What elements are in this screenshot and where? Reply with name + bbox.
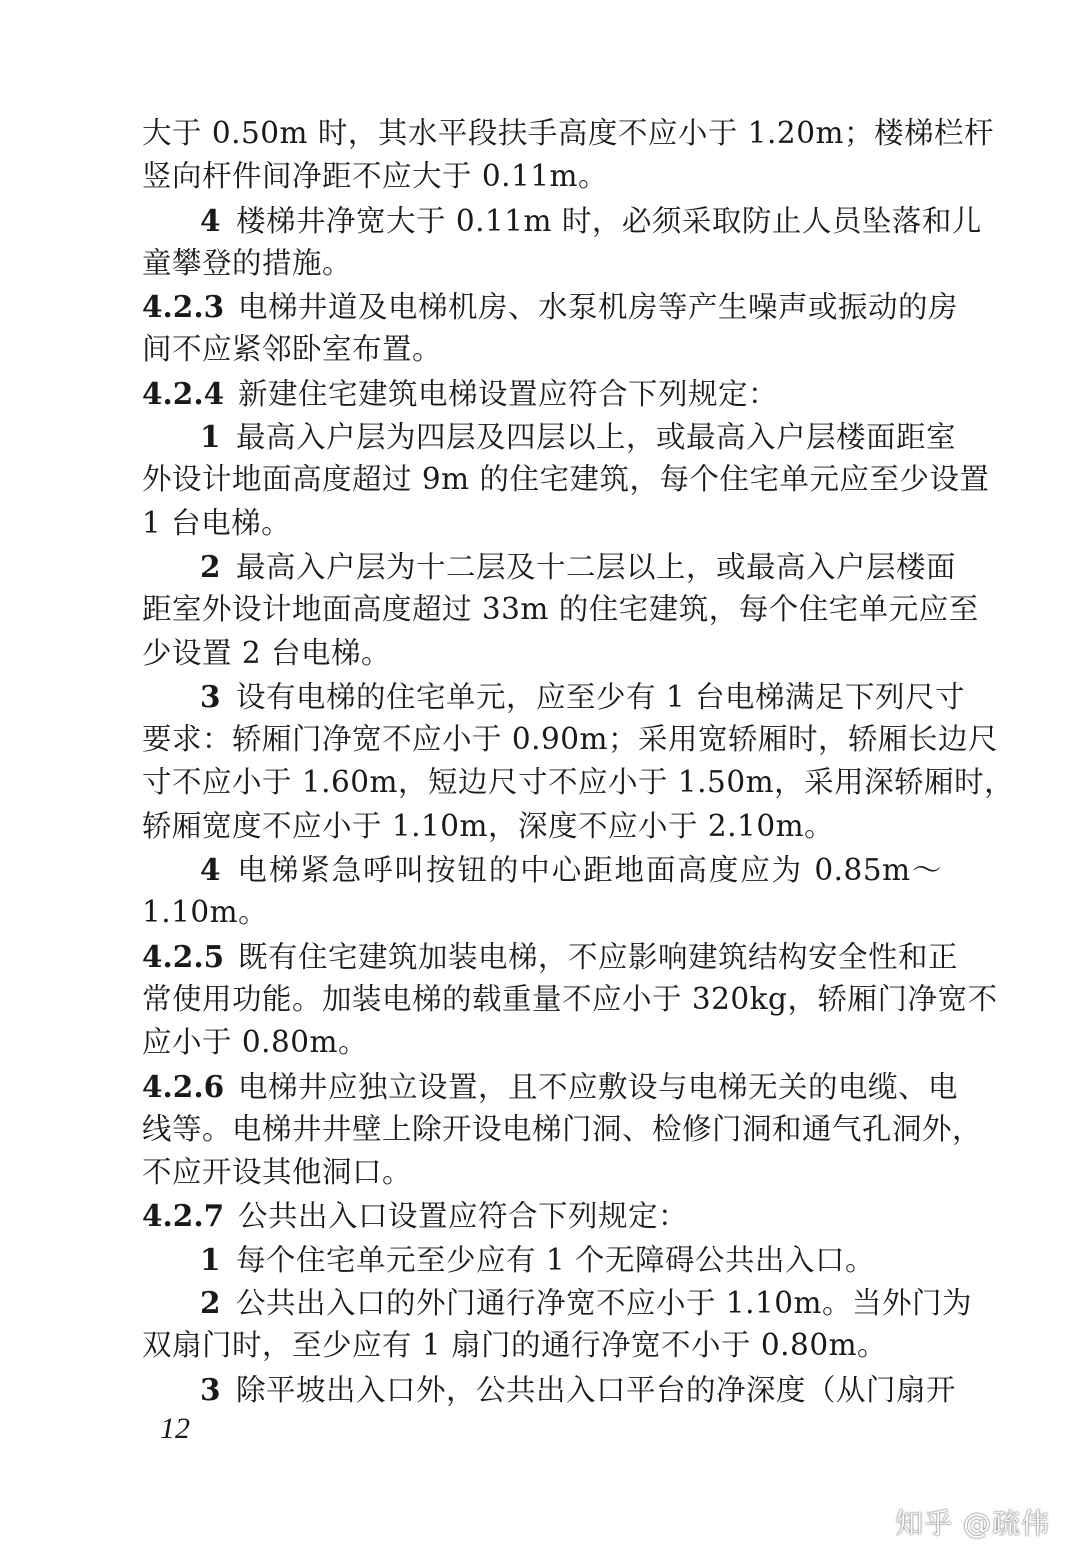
line-text: 最高入户层为四层及四层以上，或最高入户层楼面距室: [236, 420, 957, 455]
clause-line: [142, 1194, 942, 1237]
text-line: [142, 1021, 942, 1064]
page-number: 12: [160, 1412, 190, 1445]
line-text: 应小于 0.80m。: [142, 1025, 369, 1060]
item-number: 3: [200, 678, 221, 714]
list-item-line: [142, 675, 966, 718]
clause-line: [142, 285, 959, 328]
line-text: 公共出入口设置应符合下列规定：: [238, 1199, 689, 1234]
text-line: [142, 1324, 942, 1367]
clause-number: 4.2.7: [142, 1198, 225, 1234]
clause-number: 4.2.5: [142, 938, 225, 974]
text-line: [142, 328, 942, 371]
text-line: [142, 112, 994, 155]
text-line: [142, 632, 942, 675]
list-item-line: [142, 848, 942, 891]
text-line: [142, 1151, 942, 1194]
line-text: 竖向杆件间净距不应大于 0.11m。: [142, 159, 609, 194]
line-text: 除平坡出入口外，公共出入口平台的净深度（从门扇开: [236, 1372, 957, 1407]
line-text: 每个住宅单元至少应有 1 个无障碍公共出入口。: [236, 1242, 876, 1277]
clause-line: [142, 1065, 959, 1108]
text-line: [142, 458, 990, 501]
text-line: [142, 891, 942, 934]
line-text: 楼梯井净宽大于 0.11m 时，必须采取防止人员坠落和儿: [236, 203, 982, 238]
line-text: 寸不应小于 1.60m，短边尺寸不应小于 1.50m，采用深轿厢时，: [142, 765, 1015, 800]
line-text: 双扇门时，至少应有 1 扇门的通行净宽不小于 0.80m。: [142, 1328, 888, 1363]
list-item-line: [142, 415, 957, 458]
line-text: 常使用功能。加装电梯的载重量不应小于 320kg，轿厢门净宽不: [142, 981, 998, 1016]
clause-line: [142, 372, 942, 415]
line-text: 少设置 2 台电梯。: [142, 635, 392, 670]
item-number: 3: [200, 1371, 221, 1407]
line-text: 童攀登的措施。: [142, 245, 353, 280]
list-item-line: [142, 199, 982, 242]
line-text: 公共出入口的外门通行净宽不应小于 1.10m。当外门为: [236, 1286, 973, 1321]
line-text: 电梯井道及电梯机房、水泵机房等产生噪声或振动的房: [238, 290, 959, 325]
line-text: 外设计地面高度超过 9m 的住宅建筑，每个住宅单元应至少设置: [142, 462, 990, 497]
text-line: [142, 588, 979, 631]
text-line: [142, 1108, 983, 1151]
list-item-line: [142, 1281, 973, 1324]
clause-number: 4.2.4: [142, 375, 225, 411]
line-text: 电梯紧急呼叫按钮的中心距地面高度应为 0.85m～: [236, 853, 942, 888]
line-text: 既有住宅建筑加装电梯，不应影响建筑结构安全性和正: [238, 939, 959, 974]
item-number: 2: [200, 1285, 221, 1321]
line-text: 距室外设计地面高度超过 33m 的住宅建筑，每个住宅单元应至: [142, 592, 979, 627]
text-line: [142, 155, 942, 198]
line-text: 线等。电梯井井壁上除开设电梯门洞、检修门洞和通气孔洞外，: [142, 1111, 983, 1146]
line-text: 1.10m。: [142, 895, 269, 930]
line-text: 1 台电梯。: [142, 505, 292, 540]
line-text: 最高入户层为十二层及十二层以上，或最高入户层楼面: [236, 549, 957, 584]
text-line: [142, 978, 998, 1021]
line-text: 电梯井应独立设置，且不应敷设与电梯无关的电缆、电: [238, 1069, 959, 1104]
item-number: 1: [200, 419, 221, 455]
text-line: [142, 761, 1015, 804]
list-item-line: [142, 1238, 942, 1281]
clause-number: 4.2.3: [142, 289, 225, 325]
item-number: 1: [200, 1241, 221, 1277]
watermark-zhihu: 知乎 @疏伟: [895, 1507, 1050, 1540]
text-line: [142, 718, 999, 761]
line-text: 新建住宅建筑电梯设置应符合下列规定：: [238, 376, 779, 411]
text-line: [142, 805, 942, 848]
text-line: [142, 242, 942, 285]
text-line: [142, 502, 942, 545]
clause-number: 4.2.6: [142, 1068, 225, 1104]
line-text: 要求：轿厢门净宽不应小于 0.90m；采用宽轿厢时，轿厢长边尺: [142, 722, 999, 757]
list-item-line: [142, 545, 957, 588]
item-number: 2: [200, 548, 221, 584]
line-text: 间不应紧邻卧室布置。: [142, 332, 443, 367]
line-text: 大于 0.50m 时，其水平段扶手高度不应小于 1.20m；楼梯栏杆: [142, 116, 994, 150]
clause-line: [142, 935, 959, 978]
item-number: 4: [200, 852, 221, 888]
line-text: 不应开设其他洞口。: [142, 1155, 413, 1190]
line-text: 轿厢宽度不应小于 1.10m，深度不应小于 2.10m。: [142, 808, 835, 843]
line-text: 设有电梯的住宅单元，应至少有 1 台电梯满足下列尺寸: [236, 679, 966, 714]
item-number: 4: [200, 202, 221, 238]
list-item-line: [142, 1368, 957, 1411]
document-body: [142, 112, 1015, 1411]
